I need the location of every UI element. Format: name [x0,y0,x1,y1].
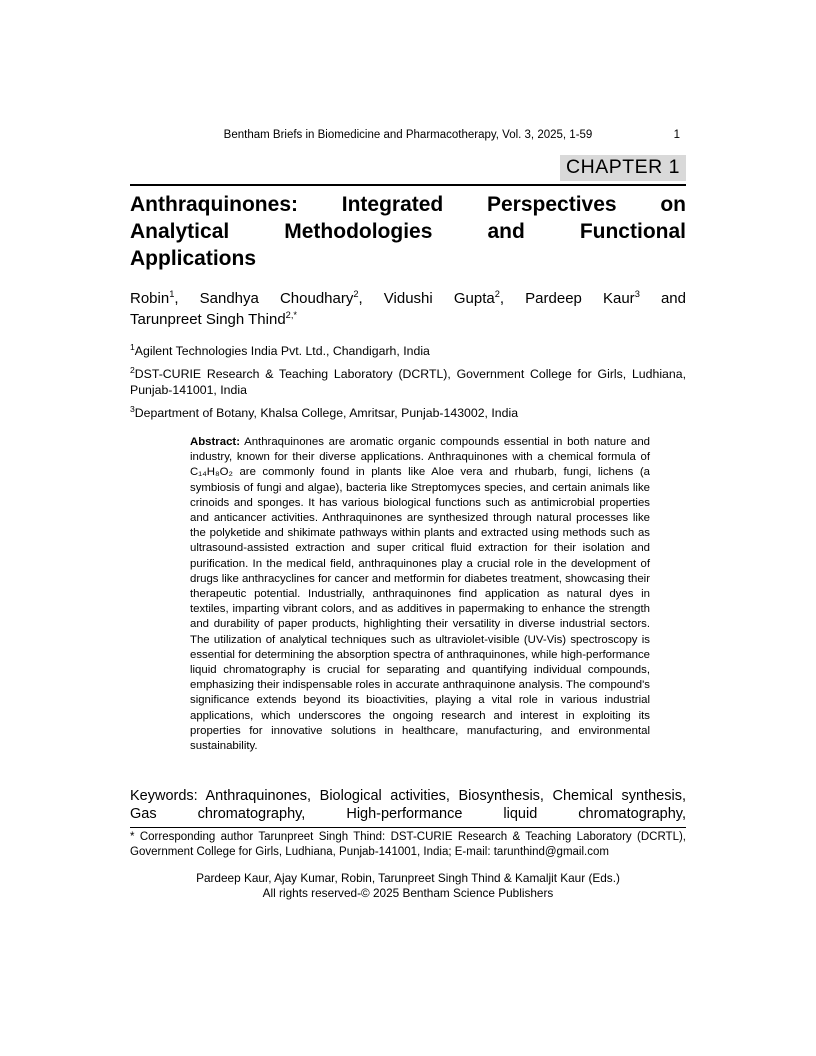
author-name: , Vidushi Gupta [358,290,495,307]
author-affil-sup: 3 [634,289,640,299]
header-divider [130,184,686,186]
affiliation-text: Agilent Technologies India Pvt. Ltd., Chandigarh, India [134,344,430,358]
chapter-title [130,191,686,272]
affiliation-text: DST-CURIE Research & Teaching Laboratory (DCRTL), Government College for Girls, Ludhiana, Punjab-141001, India [130,366,686,397]
affiliation-item [130,366,686,399]
page-content [130,0,686,1056]
keywords-label: Keywords: [130,788,198,804]
footnote-divider [130,827,686,828]
author-affil-sup: 1 [169,289,175,299]
chapter-title-line: Anthraquinones: Integrated Perspectives on [130,193,686,216]
affiliation-item [130,343,686,360]
author-affil-sup: 2,* [285,310,298,320]
author-name: , Pardeep Kaur [499,290,635,307]
chapter-title-line: Applications [130,247,257,270]
chapter-label: CHAPTER 1 [560,155,686,181]
author-name: Robin [130,290,170,307]
author-name: , Sandhya Choudhary [174,290,354,307]
abstract-text: Anthraquinones are aromatic organic compounds essential in both nature and industry, known for their diverse applications. Anthraquinones with a chemical formula of C₁₄H₈O₂ are commonly found in plants like Aloe vera and rhubarb, fungi, lichens (a symbiosis of fungi and algae), bacteria like Streptomyces species, and certain animals like crinoids and sponges. It has various biological functions such as antimicrobial properties and anticancer activities. Anthraquinones are synthesized through natural processes like the polyketide and shikimate pathways within plants and extracted using methods such as ultrasound-assisted extraction and super critical fluid extraction for their isolation and purification. In the medical field, anthraquinones play a crucial role in the development of drugs like anthracyclines for cancer and metformin for diabetes treatment, showcasing their therapeutic potential. Industrially, anthraquinones find application as natural dyes in textiles, imparting vibrant colors, and as additives in papermaking to enhance the strength and durability of paper products, highlighting their versatility in diverse industrial sectors. The utilization of analytical techniques such as ultraviolet-visible (UV-Vis) spectroscopy is essential for determining the absorption spectra of anthraquinones, while high-performance liquid chromatography is crucial for separating and quantifying individual compounds, emphasizing their indispensable roles in accurate anthraquinone analysis. The compound's significance extends beyond its bioactivities, playing a vital role in various industrial applications, which underscores the ongoing research and interest in exploiting its properties for innovative solutions in healthcare, manufacturing, and environmental sustainability. [190,436,650,753]
chapter-row [130,155,686,181]
abstract-block [190,435,650,754]
page-number: 1 [673,129,680,141]
corresponding-author-footnote: * Corresponding author Tarunpreet Singh Thind: DST-CURIE Research & Teaching Laboratory (DCRTL), Government College for Girls, Ludhiana, Punjab-141001, India; E-mail: tarunthind@gmail.com [130,831,686,858]
author-name: Tarunpreet Singh Thind [130,311,286,328]
running-header [130,129,686,141]
copyright-line: All rights reserved-© 2025 Bentham Science Publishers [262,886,554,900]
author-name: and [639,290,686,307]
journal-citation: Bentham Briefs in Biomedicine and Pharmacotherapy, Vol. 3, 2025, 1-59 [223,129,593,141]
authors-line-2 [130,309,686,330]
affiliation-sup: 2 [130,364,135,375]
abstract-label: Abstract: [190,436,241,448]
affiliations-block [130,343,686,427]
affiliation-text: Department of Botany, Khalsa College, Amritsar, Punjab-143002, India [134,405,519,420]
affiliation-item [130,405,686,422]
author-affil-sup: 2 [494,289,500,299]
affiliation-sup: 1 [130,341,135,352]
editors-line: Pardeep Kaur, Ajay Kumar, Robin, Tarunpreet Singh Thind & Kamaljit Kaur (Eds.) [196,871,620,885]
affiliation-sup: 3 [130,403,135,414]
keywords-block [130,788,686,823]
footer-block [130,871,686,901]
author-affil-sup: 2 [353,289,359,299]
keywords-text: Anthraquinones, Biological activities, Biosynthesis, Chemical synthesis, Gas chromatography, High-performance liquid chromatography, [130,788,686,822]
chapter-title-line: Analytical Methodologies and Functional [130,220,686,243]
authors-line-1 [130,288,686,309]
authors-block [130,288,686,330]
